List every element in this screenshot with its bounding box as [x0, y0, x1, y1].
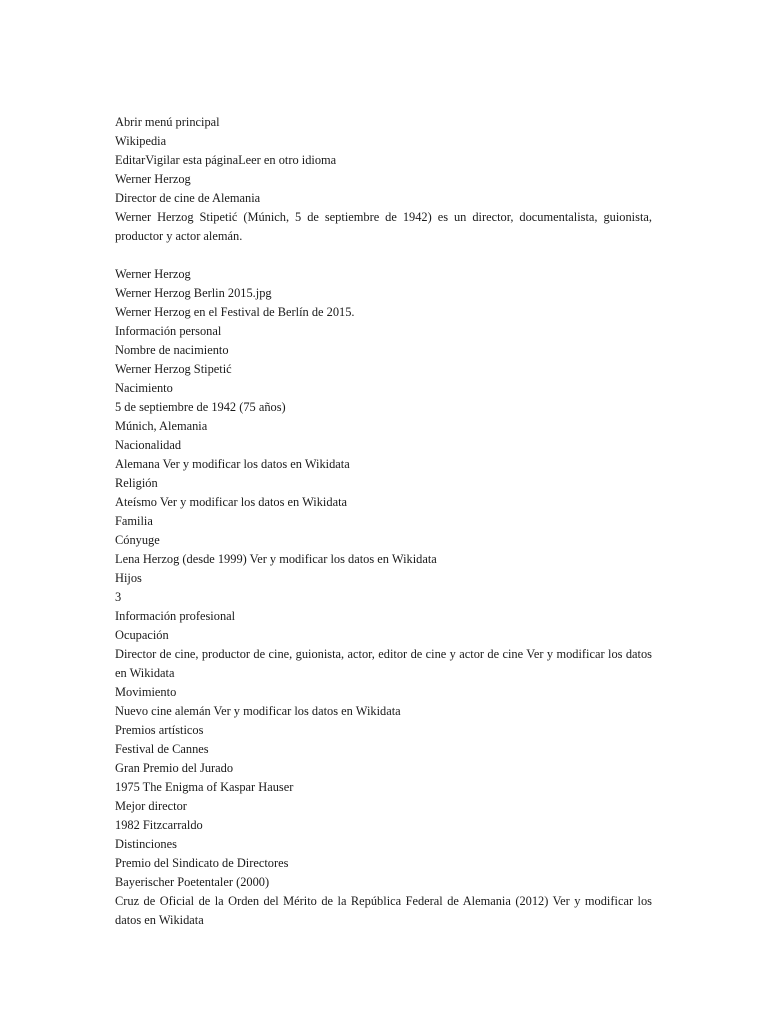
personal-info-header: Información personal — [115, 324, 222, 338]
page-actions-links[interactable]: EditarVigilar esta páginaLeer en otro idioma — [115, 153, 337, 167]
family-label: Familia — [115, 514, 153, 528]
award-2-detail[interactable]: 1982 Fitzcarraldo — [115, 818, 203, 832]
award-2-name[interactable]: Mejor director — [115, 799, 187, 813]
birth-name-value: Werner Herzog Stipetić — [115, 362, 232, 376]
distinction-1[interactable]: Premio del Sindicato de Directores — [115, 856, 289, 870]
spacer — [115, 246, 652, 265]
page-subtitle: Director de cine de Alemania — [115, 191, 261, 205]
distinction-2[interactable]: Bayerischer Poetentaler (2000) — [115, 875, 270, 889]
movement-value[interactable]: Nuevo cine alemán Ver y modificar los datos en Wikidata — [115, 704, 401, 718]
infobox-caption: Werner Herzog en el Festival de Berlín de 2015. — [115, 305, 355, 319]
distinction-3[interactable]: Cruz de Oficial de la Orden del Mérito de la República Federal de Alemania (2012) Ver y modificar los datos en Wikidata — [115, 894, 652, 927]
spouse-value[interactable]: Lena Herzog (desde 1999) Ver y modificar los datos en Wikidata — [115, 552, 437, 566]
children-label: Hijos — [115, 571, 142, 585]
birth-name-label: Nombre de nacimiento — [115, 343, 229, 357]
infobox-image-file[interactable]: Werner Herzog Berlin 2015.jpg — [115, 286, 272, 300]
awards-label: Premios artísticos — [115, 723, 204, 737]
nationality-value[interactable]: Alemana Ver y modificar los datos en Wikidata — [115, 457, 350, 471]
occupation-value[interactable]: Director de cine, productor de cine, guionista, actor, editor de cine y actor de cine Ver y modificar los datos en Wikidata — [115, 647, 652, 680]
professional-info-header: Información profesional — [115, 609, 236, 623]
distinctions-label: Distinciones — [115, 837, 177, 851]
nationality-label: Nacionalidad — [115, 438, 182, 452]
spouse-label: Cónyuge — [115, 533, 160, 547]
award-1-detail[interactable]: 1975 The Enigma of Kaspar Hauser — [115, 780, 294, 794]
birth-place[interactable]: Múnich, Alemania — [115, 419, 208, 433]
infobox-name: Werner Herzog — [115, 267, 191, 281]
children-value: 3 — [115, 590, 122, 604]
religion-label: Religión — [115, 476, 158, 490]
birth-label: Nacimiento — [115, 381, 173, 395]
page-title: Werner Herzog — [115, 172, 191, 186]
document-page — [115, 113, 652, 930]
birth-date: 5 de septiembre de 1942 (75 años) — [115, 400, 286, 414]
religion-value[interactable]: Ateísmo Ver y modificar los datos en Wikidata — [115, 495, 348, 509]
occupation-label: Ocupación — [115, 628, 169, 642]
intro-paragraph: Werner Herzog Stipetić (Múnich, 5 de septiembre de 1942) es un director, documentalista, guionista, productor y actor alemán. — [115, 210, 652, 243]
movement-label: Movimiento — [115, 685, 177, 699]
award-1-name[interactable]: Gran Premio del Jurado — [115, 761, 234, 775]
open-main-menu-link[interactable]: Abrir menú principal — [115, 115, 220, 129]
site-name-link[interactable]: Wikipedia — [115, 134, 167, 148]
award-festival[interactable]: Festival de Cannes — [115, 742, 209, 756]
